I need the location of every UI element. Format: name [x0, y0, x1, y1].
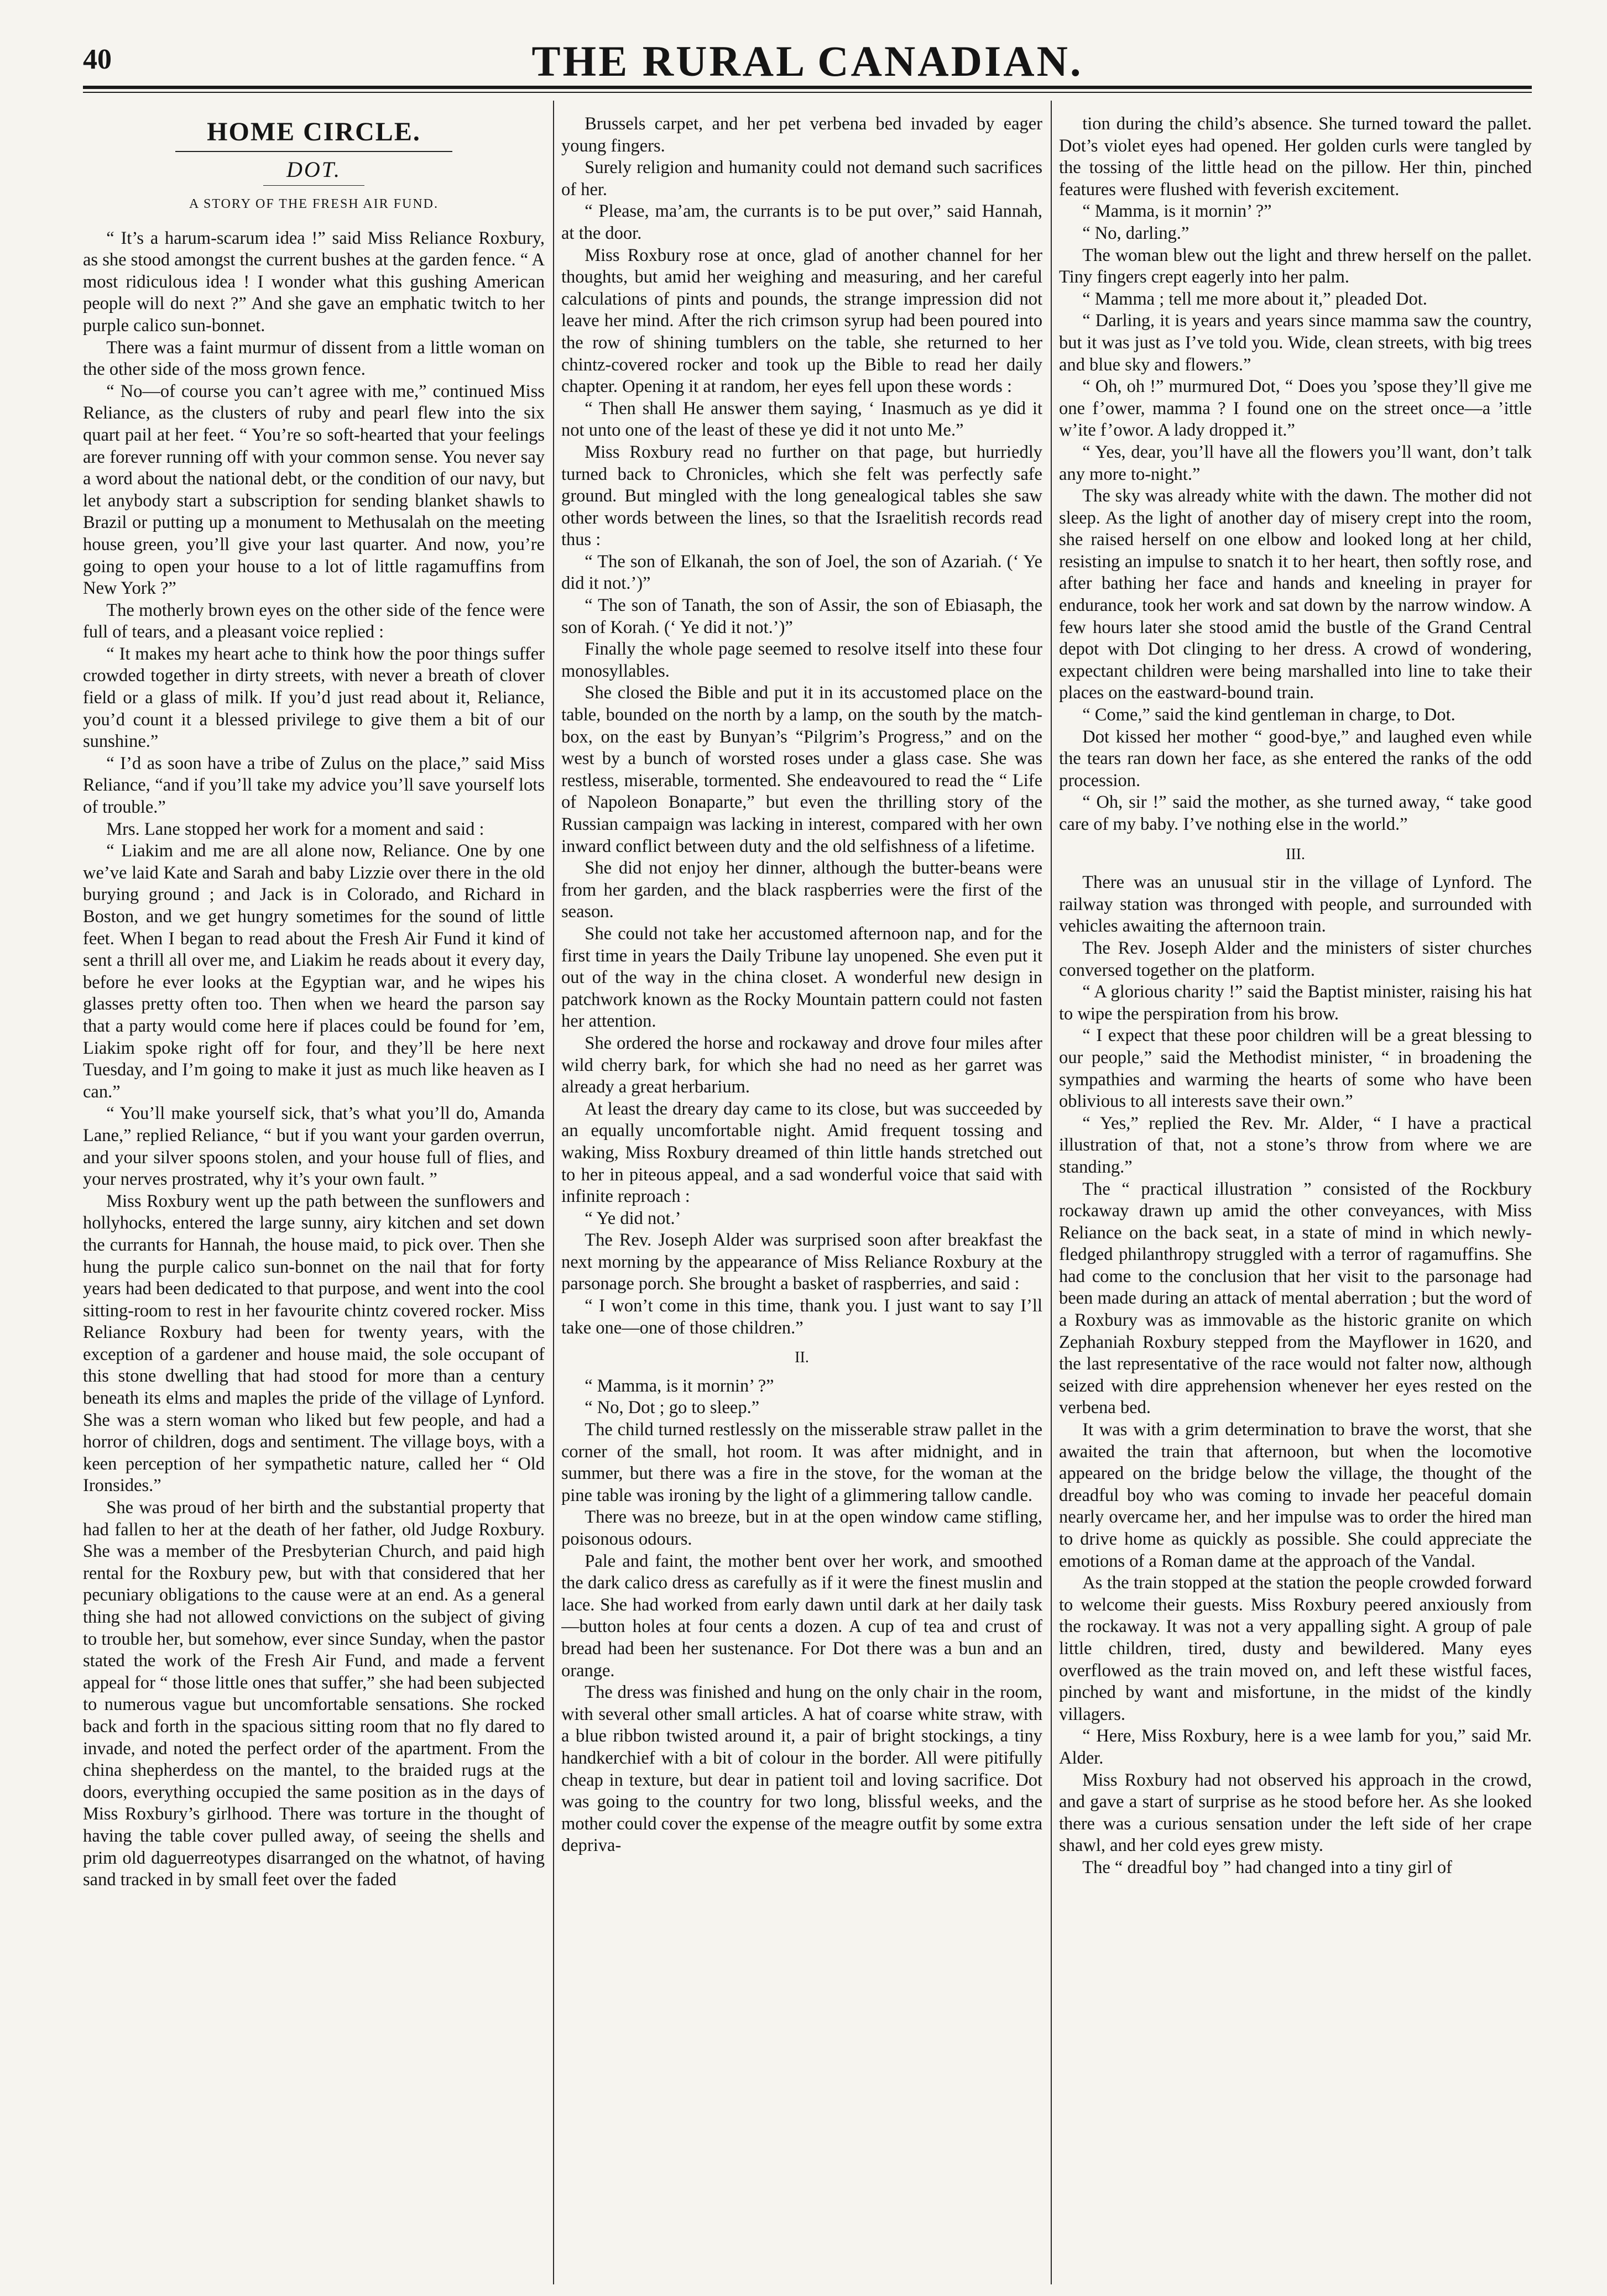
paragraph: The motherly brown eyes on the other side of the fence were full of tears, and a pleasant voice replied : [83, 600, 545, 642]
paragraph: “ The son of Tanath, the son of Assir, the son of Ebiasaph, the son of Korah. (‘ Ye did it not.’)” [561, 595, 1042, 637]
paragraph: Miss Roxbury went up the path between the sunflowers and hollyhocks, entered the large sunny, airy kitchen and set down the currants for Hannah, the house maid, to pick over. Then she hung the purple calico sun-bonnet on the nail that for forty years had been dedicated to that purpose, and went into the cool sitting-room to rest in her favourite chintz covered rocker. Miss Reliance Roxbury had been for twenty years, with the exception of a gardener and house maid, the sole occupant of this stone dwelling that had stood for more than a century beneath its elms and maples the pride of the village of Lynford. She was a stern woman who liked but few people, and had a horror of children, dogs and sentiment. The village boys, with a keen perception of her sympathetic nature, called her “ Old Ironsides.” [83, 1191, 545, 1496]
paragraph: She was proud of her birth and the substantial property that had fallen to her at the death of her father, old Judge Roxbury. She was a member of the Presbyterian Church, and paid high rental for the Roxbury pew, but with that considered that her pecuniary obligations to the cause were at an end. As a general thing she had not allowed convictions on the subject of giving to trouble her, but somehow, ever since Sunday, when the pastor stated the work of the Fresh Air Fund, and made a fervent appeal for “ those little ones that suffer,” she had been subjected to numerous vague but uncomfortable sensations. She rocked back and forth in the spacious sitting room that no fly dared to invade, and noted the perfect order of the apartment. From the china shepherdess on the mantel, to the braided rugs at the doors, everything occupied the same position as in the days of Miss Roxbury’s girlhood. There was torture in the thought of having the table cover pulled away, of seeing the shells and prim old daguerreotypes disarranged on the whatnot, of having sand tracked in by small feet over the faded [83, 1498, 545, 1890]
paragraph: She ordered the horse and rockaway and drove four miles after wild cherry bark, for which she had no need as her garret was already a great herbarium. [561, 1033, 1042, 1097]
part-number: II. [795, 1349, 809, 1367]
paragraph: The “ practical illustration ” consisted of the Rockbury rockaway drawn up amid the other conveyances, with Miss Reliance on the back seat, in a state of mind in which newly-fledged philanthropy struggled with a terror of ragamuffins. She had come to the conclusion that her visit to the parsonage had been made during an attack of mental aberration ; but the word of a Roxbury was as immovable as the historic granite on which Zephaniah Roxbury stepped from the Mayflower in 1620, and the last representative of the race would not falter now, although seized with dire apprehension whenever her eyes rested on the verbena bed. [1059, 1179, 1532, 1418]
paragraph: The sky was already white with the dawn. The mother did not sleep. As the light of another day of misery crept into the room, she raised herself on one elbow and looked long at her child, resisting an impulse to snatch it to her heart, then softly rose, and after bathing her face and hands and kneeling in prayer for endurance, took her work and sat down by the narrow window. A few hours later she stood amid the bustle of the Grand Central depot with Dot clinging to her dress. A crowd of wondering, expectant children were being marshalled into line to take their places on the eastward-bound train. [1059, 486, 1532, 703]
paragraph: “ Yes,” replied the Rev. Mr. Alder, “ I have a practical illustration of that, not a stone’s throw from where we are standing.” [1059, 1113, 1532, 1177]
heading-rule [175, 151, 452, 152]
paragraph: The woman blew out the light and threw herself on the pallet. Tiny fingers crept eagerly into her palm. [1059, 245, 1532, 287]
paragraph: “ It makes my heart ache to think how the poor things suffer crowded together in dirty streets, with never a breath of clover field or a glass of milk. If you’d just read about it, Reliance, you’d count it a blessed privilege to give them a bit of our sunshine.” [83, 644, 545, 752]
paragraph: Finally the whole page seemed to resolve itself into these four monosyllables. [561, 639, 1042, 681]
paragraph: “ The son of Elkanah, the son of Joel, the son of Azariah. (‘ Ye did it not.’)” [561, 551, 1042, 594]
paragraph: “ Yes, dear, you’ll have all the flowers you’ll want, don’t talk any more to-night.” [1059, 442, 1532, 484]
paragraph: Miss Roxbury read no further on that page, but hurriedly turned back to Chronicles, which she felt was perfectly safe ground. But mingled with the long genealogical tables she saw other words between the lines, so that the Israelitish records read thus : [561, 442, 1042, 550]
paragraph: tion during the child’s absence. She turned toward the pallet. Dot’s violet eyes had opened. Her golden curls were tangled by the tossing of the little head on the pillow. Her thin, pinched features were flushed with feverish excitement. [1059, 114, 1532, 200]
paragraph: She could not take her accustomed afternoon nap, and for the first time in years the Daily Tribune lay unopened. She even put it out of the way in the china closet. A wonderful new design in patchwork known as the Rocky Mountain pattern could not fasten her attention. [561, 923, 1042, 1032]
paragraph: There was an unusual stir in the village of Lynford. The railway station was thronged with people, and surrounded with vehicles awaiting the afternoon train. [1059, 872, 1532, 937]
paragraph: The Rev. Joseph Alder was surprised soon after breakfast the next morning by the appearance of Miss Reliance Roxbury at the parsonage porch. She brought a basket of raspberries, and said : [561, 1230, 1042, 1294]
paragraph: “ Oh, sir !” said the mother, as she turned away, “ take good care of my baby. I’ve nothing else in the world.” [1059, 792, 1532, 834]
paragraph: “ Darling, it is years and years since mamma saw the country, but it was just as I’ve told you. Wide, clean streets, with big trees and blue sky and flowers.” [1059, 311, 1532, 375]
paragraph: Miss Roxbury rose at once, glad of another channel for her thoughts, but amid her weighing and measuring, and her careful calculations of pints and pounds, the strange impression did not leave her mind. After the rich crimson syrup had been poured into the row of shining tumblers on the table, she returned to her chintz-covered rocker and took up the Bible to read her daily chapter. Opening it at random, her eyes fell upon these words : [561, 245, 1042, 397]
paragraph: “ Here, Miss Roxbury, here is a wee lamb for you,” said Mr. Alder. [1059, 1726, 1532, 1768]
masthead [83, 21, 1532, 85]
page-number: 40 [83, 44, 112, 75]
column-3-body [1059, 113, 1532, 1879]
section-heading: HOME CIRCLE. [207, 117, 421, 147]
paragraph: “ No, Dot ; go to sleep.” [585, 1398, 760, 1418]
paragraph: “ No—of course you can’t agree with me,” continued Miss Reliance, as the clusters of ruby and pearl flew into the six quart pail at her feet. “ You’re so soft-hearted that your feelings are forever running off with your common sense. You never say a word about the national debt, or the condition of our navy, but let anybody start a subscription for sending blanket shawls to Brazil or putting up a monument to Methusalah on the meeting house green, you’ll give your last quarter. And now, you’re going to open your house to a lot of little ragamuffins from New York ?” [83, 381, 545, 599]
paragraph: The “ dreadful boy ” had changed into a tiny girl of [1082, 1857, 1452, 1877]
paragraph: “ It’s a harum-scarum idea !” said Miss Reliance Roxbury, as she stood amongst the current bushes at the garden fence. “ A most ridiculous idea ! I wonder what this gushing American people will do next ?” And she gave an emphatic twitch to her purple calico sun-bonnet. [83, 228, 545, 336]
paragraph: “ Then shall He answer them saying, ‘ Inasmuch as ye did it not unto one of the least of these ye did it not unto Me.” [561, 398, 1042, 441]
paragraph: The Rev. Joseph Alder and the ministers of sister churches conversed together on the platform. [1059, 938, 1532, 980]
paragraph: She closed the Bible and put it in its accustomed place on the table, bounded on the north by a lamp, on the south by the match-box, on the east by Bunyan’s “Pilgrim’s Progress,” and on the west by a bunch of worsted roses under a glass case. She was restless, miserable, tormented. She endeavoured to read the “ Life of Napoleon Bonaparte,” but even the thrilling story of the Russian campaign was lacking in interest, compared with her own inward conflict between duty and the old selfishness of a lifetime. [561, 683, 1042, 856]
paragraph: “ No, darling.” [1082, 223, 1189, 243]
paragraph: The dress was finished and hung on the only chair in the room, with several other small articles. A hat of coarse white straw, with a blue ribbon twisted around it, a pair of bright stockings, a tiny handkerchief with a bit of colour in the border. All were pitifully cheap in texture, but dear in patient toil and loving sacrifice. Dot was going to the country for two long, blissful weeks, and the mother could cover the expense of the meagre outfit by some extra depriva- [561, 1682, 1042, 1856]
story-subtitle: A STORY OF THE FRESH AIR FUND. [189, 197, 439, 211]
paragraph: There was no breeze, but in at the open window came stifling, poisonous odours. [561, 1507, 1042, 1549]
paragraph: She did not enjoy her dinner, although the butter-beans were from her garden, and the black raspberries were the first of the season. [561, 858, 1042, 922]
paragraph: “ Please, ma’am, the currants is to be put over,” said Hannah, at the door. [561, 201, 1042, 243]
story-title: DOT. [286, 157, 342, 182]
masthead-rule-thin [83, 92, 1532, 93]
column-2 [561, 113, 1042, 2286]
paragraph: “ Mamma, is it mornin’ ?” [585, 1375, 774, 1396]
paragraph: “ Oh, oh !” murmured Dot, “ Does you ’spose they’ll give me one f’ower, mamma ? I found one on the street once—a ’ittle w’ite f’owor. A lady dropped it.” [1059, 376, 1532, 441]
paragraph: There was a faint murmur of dissent from a little woman on the other side of the moss grown fence. [83, 337, 545, 380]
newspaper-title: THE RURAL CANADIAN. [531, 37, 1083, 85]
paragraph: “ Ye did not.’ [585, 1208, 681, 1228]
paragraph: “ I expect that these poor children will be a great blessing to our people,” said the Methodist minister, “ in broadening the sympathies and warming the hearts of some who have been oblivious to all interests save their own.” [1059, 1026, 1532, 1112]
paragraph: Miss Roxbury had not observed his approach in the crowd, and gave a start of surprise as he stood before her. As she looked there was a curious sensation under the left side of her crape shawl, and her cold eyes grew misty. [1059, 1770, 1532, 1856]
paragraph: “ A glorious charity !” said the Baptist minister, raising his hat to wipe the perspiration from his brow. [1059, 982, 1532, 1024]
column-2-body [561, 113, 1042, 1857]
masthead-rule-thick [83, 86, 1532, 89]
paragraph: Dot kissed her mother “ good-bye,” and laughed even while the tears ran down her face, as she entered the ranks of the odd procession. [1059, 726, 1532, 791]
paragraph: “ Mamma, is it mornin’ ?” [1082, 201, 1272, 222]
column-divider [553, 101, 554, 2284]
paragraph: Surely religion and humanity could not demand such sacrifices of her. [561, 158, 1042, 200]
paragraph: “ I’d as soon have a tribe of Zulus on the place,” said Miss Reliance, “and if you’ll take my advice you’ll save yourself lots of trouble.” [83, 753, 545, 818]
paragraph: As the train stopped at the station the people crowded forward to welcome their guests. Miss Roxbury peered anxiously from the rockaway. It was not a very appalling sight. A group of pale little children, tired, dusty and bewildered. Many eyes overflowed as the train moved on, and left these wistful faces, pinched by want and misfortune, in the midst of the kindly villagers. [1059, 1573, 1532, 1724]
paragraph: It was with a grim determination to brave the worst, that she awaited the train that afternoon, but when the locomotive appeared on the bridge below the village, the thought of the dreadful boy who was coming to invade her peaceful domain nearly overcame her, and her impulse was to order the hired man to drive home as quickly as possible. She could appreciate the emotions of a Roman dame at the approach of the Vandal. [1059, 1420, 1532, 1571]
column-1-body [83, 228, 545, 1891]
column-divider [1051, 101, 1052, 2284]
column-1 [83, 113, 545, 2286]
paragraph: Mrs. Lane stopped her work for a moment and said : [106, 819, 484, 839]
paragraph: “ Mamma ; tell me more about it,” pleaded Dot. [1082, 289, 1427, 309]
paragraph: “ Come,” said the kind gentleman in charge, to Dot. [1082, 705, 1455, 725]
paragraph: At least the dreary day came to its close, but was succeeded by an equally uncomfortable night. Amid frequent tossing and waking, Miss Roxbury dreamed of thin little hands stretched out to her in piteous appeal, and a sad wonderful voice that said with infinite reproach : [561, 1099, 1042, 1207]
paragraph: “ You’ll make yourself sick, that’s what you’ll do, Amanda Lane,” replied Reliance, “ but if you want your garden overrun, and your silver spoons stolen, and your house full of flies, and your nerves prostrated, why it’s your own fault. ” [83, 1103, 545, 1190]
paragraph: The child turned restlessly on the misserable straw pallet in the corner of the small, hot room. It was after midnight, and in summer, but there was a fire in the stove, for the woman at the pine table was ironing by the light of a glimmering tallow candle. [561, 1420, 1042, 1505]
title-rule [263, 185, 365, 186]
part-number: III. [1286, 845, 1305, 863]
paragraph: Brussels carpet, and her pet verbena bed invaded by eager young fingers. [561, 114, 1042, 156]
column-3 [1059, 113, 1532, 2286]
paragraph: “ Liakim and me are all alone now, Reliance. One by one we’ve laid Kate and Sarah and baby Lizzie over there in the old burying ground ; and Jack is in Colorado, and Richard in Boston, and we get hungry sometimes for the sound of little feet. When I began to read about the Fresh Air Fund it kind of sent a thrill all over me, and Liakim he reads about it every day, before he ever looks at the Egyptian war, and he wipes his glasses pretty often too. Then when we heard the parson say that a party would come here if places could be found for ’em, Liakim spoke right off for four, and they’ll be here next Tuesday, and I’m going to make it just as much like heaven as I can.” [83, 841, 545, 1102]
paragraph: Pale and faint, the mother bent over her work, and smoothed the dark calico dress as carefully as if it were the finest muslin and lace. She had worked from early dawn until dark at her daily task—button holes at four cents a dozen. A cup of tea and crust of bread had been her sustenance. For Dot there was a bun and an orange. [561, 1551, 1042, 1681]
paragraph: “ I won’t come in this time, thank you. I just want to say I’ll take one—one of those children.” [561, 1296, 1042, 1338]
